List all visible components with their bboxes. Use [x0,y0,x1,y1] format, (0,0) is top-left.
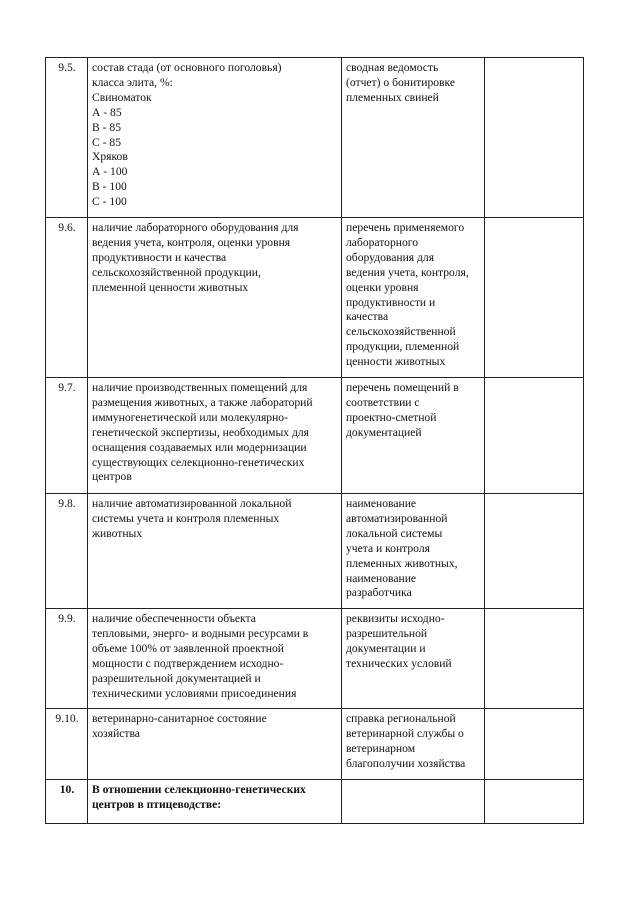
document-text: перечень помещений в соответствии с проектно-сметной документацией [342,378,485,494]
mark-cell [485,609,584,709]
section-mark-cell [485,780,584,824]
row-number: 9.8. [46,494,88,609]
row-number: 9.7. [46,378,88,494]
criterion-text: наличие производственных помещений для размещения животных, а также лабораторий иммуногенетической или молекулярно- генетической экспертизы, необходимых для оснащения создаваемых или модернизации существующих селекционно-генетических центров [88,378,342,494]
criterion-text: наличие автоматизированной локальной системы учета и контроля племенных животных [88,494,342,609]
section-header-row [46,780,584,824]
section-document-cell [342,780,485,824]
document-text: реквизиты исходно- разрешительной документации и технических условий [342,609,485,709]
criterion-text: ветеринарно-санитарное состояние хозяйства [88,709,342,780]
criteria-table [45,57,584,824]
document-text: сводная ведомость (отчет) о бонитировке племенных свиней [342,58,485,218]
mark-cell [485,378,584,494]
mark-cell [485,494,584,609]
mark-cell [485,218,584,378]
criterion-text: наличие обеспеченности объекта тепловыми, энерго- и водными ресурсами в объеме 100% от заявленной проектной мощности с подтверждением исходно- разрешительной документацией и техническими условиями присоединения [88,609,342,709]
mark-cell [485,58,584,218]
criterion-text: наличие лабораторного оборудования для ведения учета, контроля, оценки уровня продуктивности и качества сельскохозяйственной продукции, племенной ценности животных [88,218,342,378]
table-row [46,378,584,494]
table-row [46,58,584,218]
mark-cell [485,709,584,780]
row-number: 9.10. [46,709,88,780]
document-text: наименование автоматизированной локальной системы учета и контроля племенных животных, наименование разработчика [342,494,485,609]
table-row [46,494,584,609]
section-title: В отношении селекционно-генетических центров в птицеводстве: [88,780,342,824]
row-number: 9.6. [46,218,88,378]
section-number: 10. [46,780,88,824]
table-row [46,218,584,378]
table-row [46,609,584,709]
row-number: 9.5. [46,58,88,218]
document-text: справка региональной ветеринарной службы о ветеринарном благополучии хозяйства [342,709,485,780]
row-number: 9.9. [46,609,88,709]
table-row [46,709,584,780]
document-text: перечень применяемого лабораторного оборудования для ведения учета, контроля, оценки уровня продуктивности и качества сельскохозяйственной продукции, племенной ценности животных [342,218,485,378]
criterion-text: состав стада (от основного поголовья) класса элита, %: Свиноматок А - 85 В - 85 С - 85 Хряков А - 100 В - 100 С - 100 [88,58,342,218]
